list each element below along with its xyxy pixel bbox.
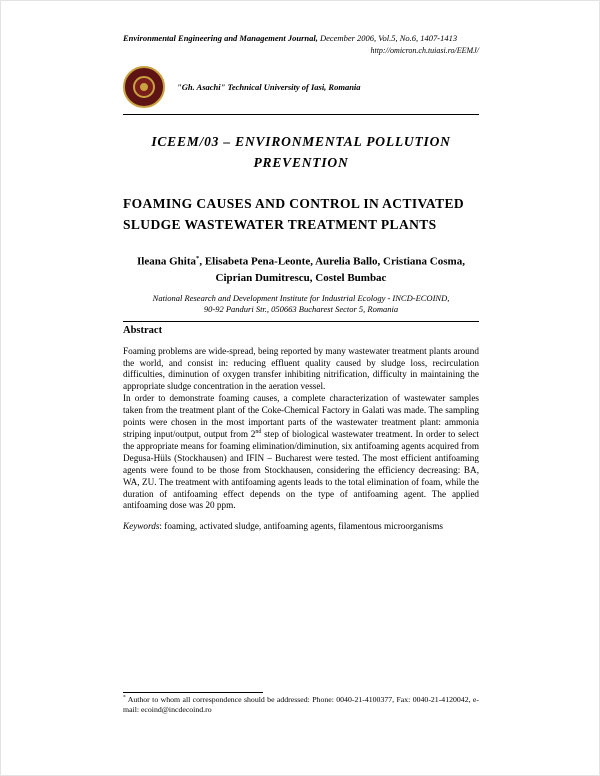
corresponding-author-marker: * [196, 255, 200, 262]
author-first: Ileana Ghita [137, 255, 197, 268]
journal-name: Environmental Engineering and Management Journal, [123, 33, 318, 43]
abstract-p2-text-b: step of biological wastewater treatment. In order to select the appropriate means for foaming elimination/diminution, six antifoaming agents acquired from Degusa-Hüls (Stockhausen) and IFIN – Bucharest were tested. The most efficient antifoaming agents were found to be those from Stockhausen, considering the efficiency decreasing: BA, WA, ZU. The treatment with antifoaming agents leads to the total elimination of foam, while the duration of antifoaming effect depends on the type of antifoaming agent. The applied antifoaming dose was 20 ppm. [123, 429, 479, 511]
conference-heading: ICEEM/03 – ENVIRONMENTAL POLLUTION PREVENTION [151, 134, 451, 170]
journal-header [123, 33, 479, 56]
page-content [123, 33, 479, 715]
footnote-body: Author to whom all correspondence should be addressed: Phone: 0040-21-4100377, Fax: 0040-21-4120042, e-mail: ecoind@incdecoind.ro [123, 695, 479, 714]
keywords-list: : foaming, activated sludge, antifoaming agents, filamentous microorganisms [159, 521, 443, 532]
footnote [123, 692, 479, 715]
university-header [123, 66, 479, 108]
abstract-heading: Abstract [123, 324, 163, 336]
header-divider [123, 114, 479, 115]
journal-issue-info: December 2006, Vol.5, No.6, 1407-1413 [317, 33, 458, 43]
keywords-line [123, 521, 479, 533]
university-seal-core [140, 83, 148, 91]
abstract-p2-text-a: In order to demonstrate foaming causes, a complete characterization of wastewater samples taken from the treatment plant of the Coke-Chemical Factory in Galati was made. The sampling points were chosen in the most important parts of the wastewater treatment plant: ammonia striping input/output, output from 2 [123, 393, 479, 439]
abstract-divider [123, 321, 479, 322]
footnote-divider [123, 692, 263, 693]
university-seal-icon [123, 66, 165, 108]
affiliation-line-2: 90-92 Panduri Str., 050663 Bucharest Sector 5, Romania [203, 303, 399, 314]
paper-title: FOAMING CAUSES AND CONTROL IN ACTIVATED SLUDGE WASTEWATER TREATMENT PLANTS [123, 196, 465, 232]
abstract-paragraph-2 [123, 393, 479, 512]
affiliation [123, 293, 479, 315]
authors-line [123, 251, 479, 286]
abstract-paragraph-1: Foaming problems are wide-spread, being reported by many wastewater treatment plants around the world, and consist in: reducing effluent quality caused by sludge loss, recirculation difficulties, diminution of oxygen transfer inhibiting nitrification, difficulty in maintaining the appropriate sludge concentration in the aeration vessel. [123, 345, 479, 392]
footnote-text [123, 695, 479, 715]
ordinal-superscript: nd [255, 428, 262, 435]
journal-url-link[interactable]: http://omicron.ch.tuiasi.ro/EEMJ/ [370, 46, 479, 55]
footnote-marker: * [123, 694, 126, 701]
university-seal-inner-ring [133, 76, 155, 98]
journal-citation-line [123, 33, 479, 44]
authors-rest: , Elisabeta Pena-Leonte, Aurelia Ballo, Cristiana Cosma, Ciprian Dumitrescu, Costel Bumbac [199, 255, 465, 284]
keywords-label: Keywords [123, 521, 160, 532]
affiliation-line-1: National Research and Development Institute for Industrial Ecology - INCD-ECOIND, [152, 292, 450, 303]
university-name: "Gh. Asachi" Technical University of Iasi, Romania [177, 82, 361, 92]
